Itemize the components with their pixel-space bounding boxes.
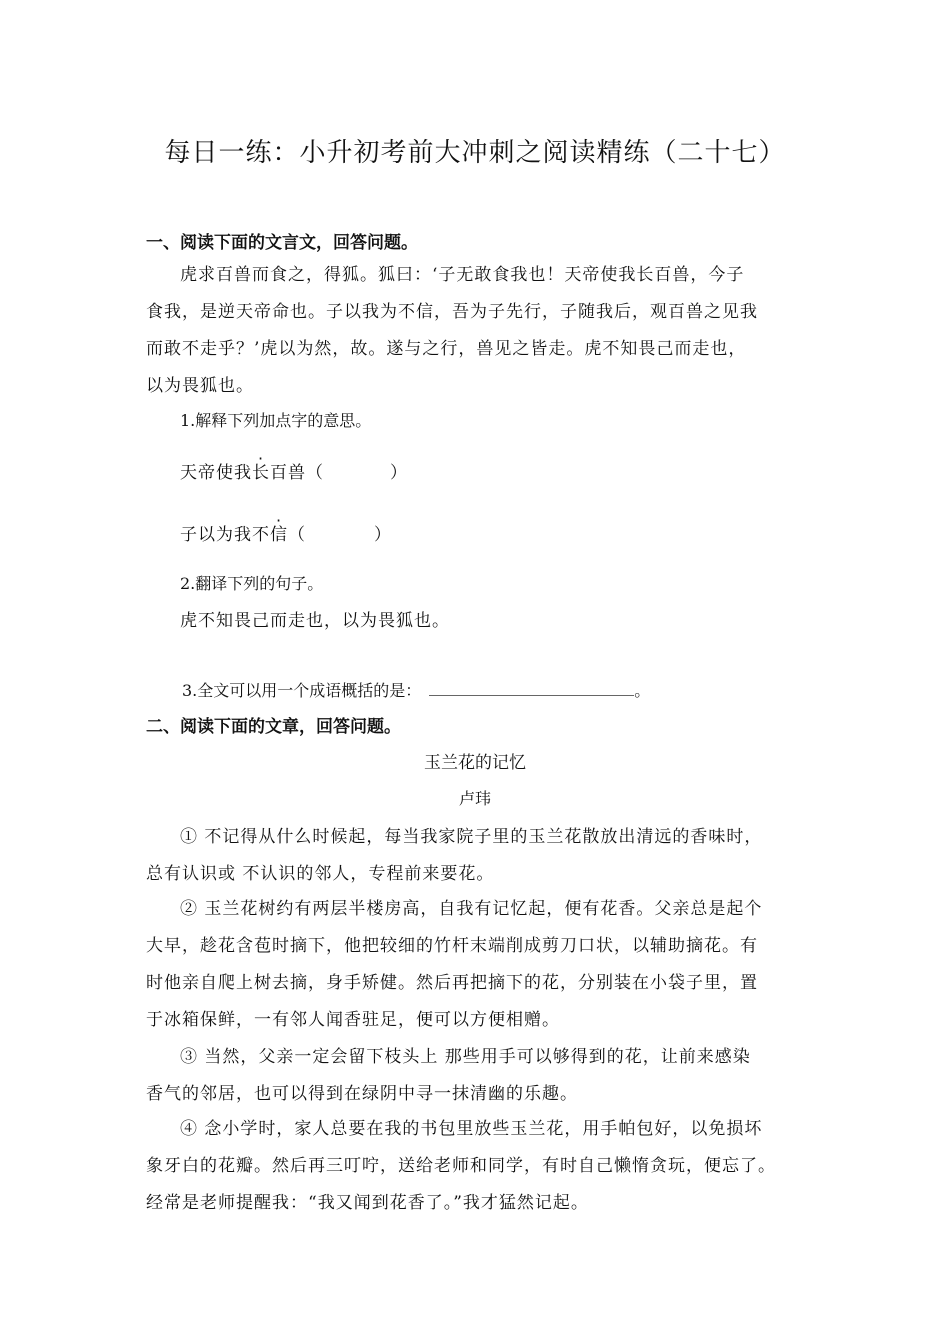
question-2-sentence: 虎不知畏己而走也，以为畏狐也。 — [180, 611, 450, 631]
classical-passage-line-2: 食我，是逆天帝命也。子以我为不信，吾为子先行，子随我后，观百兽之见我 — [146, 302, 758, 322]
question-1: 1.解释下列加点字的意思。 — [180, 411, 372, 430]
article-line-4: 大早，趁花含苞时摘下，他把较细的竹杆末端削成剪刀口状，以辅助摘花。有 — [146, 936, 758, 956]
classical-passage-line-1: 虎求百兽而食之，得狐。狐曰：‘子无敢食我也！天帝使我长百兽，今子 — [180, 265, 745, 285]
q1b-dotted-char: 信 — [270, 525, 288, 545]
q1b-close: ） — [374, 525, 392, 545]
article-line-11: 经常是老师提醒我：“我又闻到花香了。”我才猛然记起。 — [146, 1193, 589, 1213]
q1a-dotted-char: 长 — [252, 463, 270, 483]
article-line-2: 总有认识或 不认识的邻人，专程前来要花。 — [146, 864, 495, 884]
question-2: 2.翻译下列的句子。 — [180, 574, 324, 593]
article-line-6: 于冰箱保鲜，一有邻人闻香驻足，便可以方便相赠。 — [146, 1010, 560, 1030]
article-author: 卢玮 — [458, 789, 491, 808]
article-line-9: ④ 念小学时，家人总要在我的书包里放些玉兰花，用手帕包好，以免损坏 — [180, 1119, 763, 1139]
article-title: 玉兰花的记忆 — [424, 753, 526, 773]
classical-passage-line-3: 而敢不走乎？’虎以为然，故。遂与之行，兽见之皆走。虎不知畏己而走也， — [146, 339, 747, 359]
question-1a — [180, 458, 408, 483]
q1a-text-after: 百兽（ — [270, 463, 324, 483]
q3-end: 。 — [634, 681, 651, 700]
section-one-heading: 一、阅读下面的文言文，回答问题。 — [146, 233, 418, 253]
article-line-8: 香气的邻居，也可以得到在绿阴中寻一抹清幽的乐趣。 — [146, 1084, 578, 1104]
q1a-text-before: 天帝使我 — [180, 463, 252, 483]
q1b-text-before: 子以为我不 — [180, 525, 270, 545]
page-title: 每日一练：小升初考前大冲刺之阅读精练（二十七） — [164, 138, 786, 168]
q3-text: 3.全文可以用一个成语概括的是： — [182, 681, 422, 700]
q1b-text-after: （ — [288, 525, 306, 545]
question-3 — [182, 678, 650, 701]
classical-passage-line-4: 以为畏狐也。 — [146, 376, 254, 396]
article-line-3: ② 玉兰花树约有两层半楼房高，自我有记忆起，便有花香。父亲总是起个 — [180, 899, 763, 919]
article-line-1: ① 不记得从什么时候起，每当我家院子里的玉兰花散放出清远的香味时， — [180, 827, 763, 847]
question-1b — [180, 520, 392, 545]
article-line-7: ③ 当然，父亲一定会留下枝头上 那些用手可以够得到的花，让前来感染 — [180, 1047, 751, 1067]
q1a-close: ） — [390, 463, 408, 483]
section-two-heading: 二、阅读下面的文章，回答问题。 — [146, 717, 401, 737]
article-line-10: 象牙白的花瓣。然后再三叮咛，送给老师和同学，有时自己懒惰贪玩，便忘了。 — [146, 1156, 776, 1176]
article-line-5: 时他亲自爬上树去摘，身手矫健。然后再把摘下的花，分别装在小袋子里，置 — [146, 973, 758, 993]
q3-answer-blank — [429, 681, 634, 696]
